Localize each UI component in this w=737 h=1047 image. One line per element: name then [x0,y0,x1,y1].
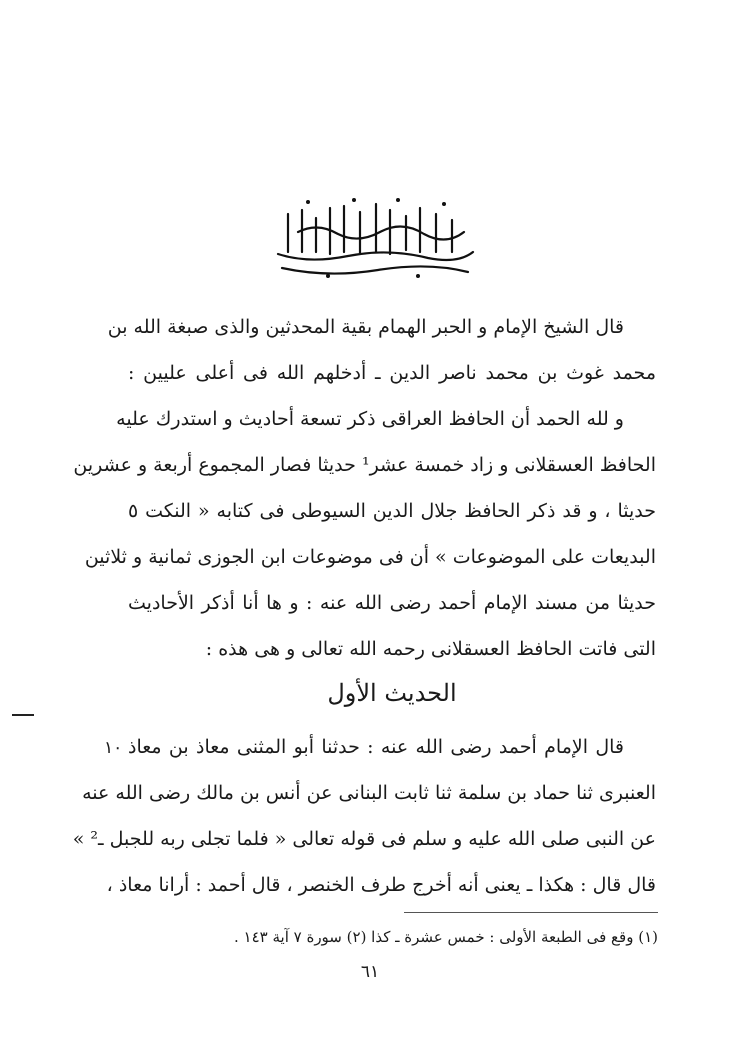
text-line: التى فاتت الحافظ العسقلانى رحمه الله تعالى و هى هذه : [205,638,656,660]
intro-paragraph [73,304,656,672]
line-number: ١٠ [104,738,123,758]
page-number: ٦١ [360,962,380,982]
text-line: محمد غوث بن محمد ناصر الدين ـ أدخلهم الله فى أعلى عليين : [128,362,656,384]
basmala-calligraphy [268,192,483,282]
text-line: قال الشيخ الإمام و الحبر الهمام بقية المحدثين والذى صبغة الله بن [107,316,624,338]
section-heading: الحديث الأول [327,679,457,707]
text-line: العنبرى ثنا حماد بن سلمة ثنا ثابت البنانى عن أنس بن مالك رضى الله عنه [82,782,656,804]
margin-mark [12,714,34,716]
basmala-calligraphy-icon [268,192,483,282]
text-line: حديثا ، و قد ذكر الحافظ جلال الدين السيوطى فى كتابه « النكت ٥ [128,500,656,522]
text-line: و لله الحمد أن الحافظ العراقى ذكر تسعة أحاديث و استدرك عليه [116,408,624,430]
text-line: قال الإمام أحمد رضى الله عنه : حدثنا أبو المثنى معاذ بن معاذ [128,736,624,758]
text-line: البديعات على الموضوعات » أن فى موضوعات ابن الجوزى ثمانية و ثلاثين [84,546,656,568]
footnote: (١) وقع فى الطبعة الأولى : خمس عشرة ـ كذا (٢) سورة ٧ آية ١٤٣ . [233,928,658,946]
footnote-divider [404,912,658,913]
text-line: حديثا من مسند الإمام أحمد رضى الله عنه : و ها أنا أذكر الأحاديث [128,592,656,614]
text-line: قال قال : هكذا ـ يعنى أنه أخرج طرف الخنصر ، قال أحمد : أرانا معاذ ، [106,874,656,896]
text-line: عن النبى صلى الله عليه و سلم فى قوله تعالى « فلما تجلى ربه للجبل ـ² » [72,828,656,850]
text-line: الحافظ العسقلانى و زاد خمسة عشر¹ حديثا فصار المجموع أربعة و عشرين [73,454,656,476]
